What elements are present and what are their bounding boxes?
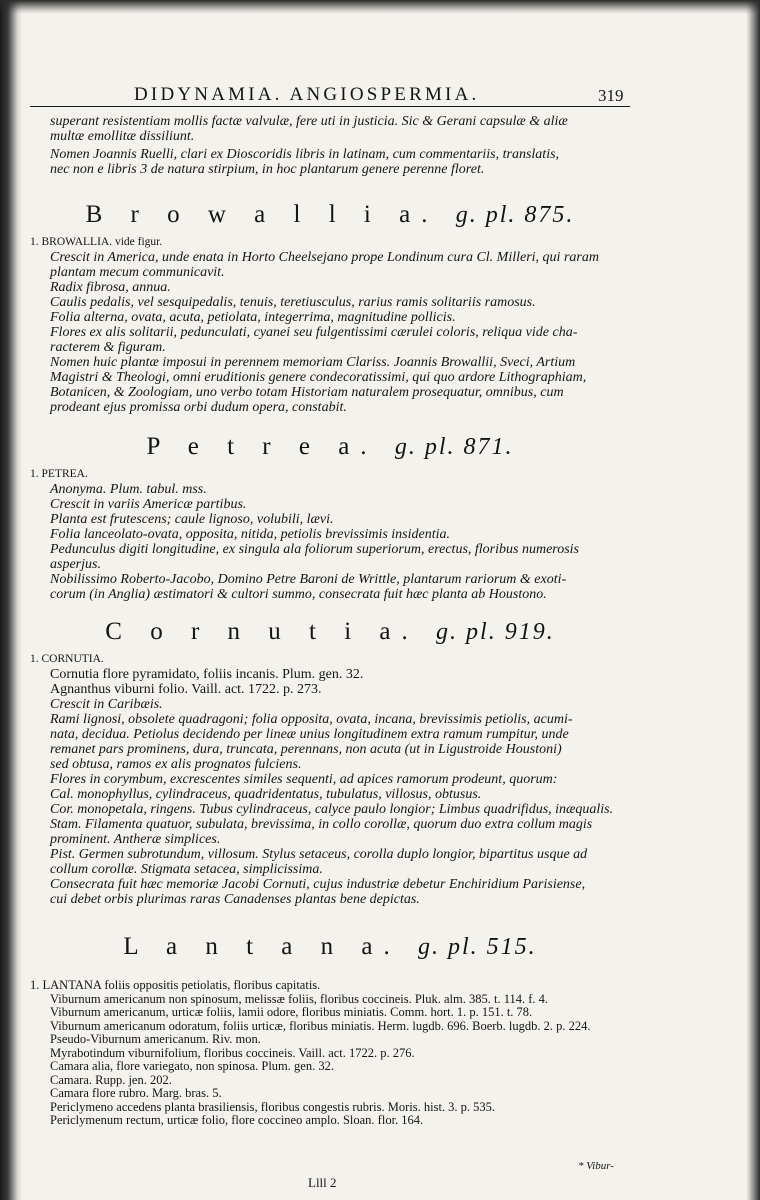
genus-reference: g. pl. 871.	[394, 434, 514, 460]
genus-name: P e t r e a.	[146, 433, 378, 460]
text-line: Nomen Joannis Ruelli, clari ex Dioscoridis libris in latinam, cum commentariis, translatis,	[50, 147, 560, 162]
text-line: asperjus.	[50, 557, 101, 572]
text-line: Cor. monopetala, ringens. Tubus cylindraceus, calyce paulo longior; Limbus quadrifidus, inæqualis.	[50, 802, 614, 817]
genus-reference: g. pl. 875.	[455, 202, 575, 228]
synonym-line: Periclymenum rectum, urticæ folio, flore coccineo amplo. Sloan. flor. 164.	[50, 1113, 424, 1127]
synonym-line: Viburnum americanum non spinosum, melissæ foliis, floribus coccineis. Pluk. alm. 385. t. 114. f. 4.	[50, 991, 549, 1006]
text-line: Stam. Filamenta quatuor, subulata, brevissima, in collo corollæ, quorum duo extra collum magis	[50, 817, 593, 832]
species-entry: 1. LANTANA foliis oppositis petiolatis, floribus capitatis.	[30, 978, 321, 992]
running-head: DIDYNAMIA. ANGIOSPERMIA.	[134, 84, 480, 105]
text-line: Rami lignosi, obsolete quadragoni; folia opposita, ovata, incana, brevissimis petiolis, acumi-	[50, 712, 573, 727]
text-line: superant resistentiam mollis factæ valvulæ, fere uti in justicia. Sic & Gerani capsulæ & aliæ	[50, 114, 568, 129]
text-line: Cal. monophyllus, cylindraceus, quadridentatus, tubulatus, villosus, obtusus.	[50, 787, 482, 802]
header-rule	[30, 106, 630, 107]
species-entry: 1. PETREA.	[30, 468, 88, 480]
genus-heading-cornutia	[30, 618, 630, 646]
text-line: Agnanthus viburni folio. Vaill. act. 1722. p. 273.	[50, 682, 322, 697]
text-line: Folia alterna, ovata, acuta, petiolata, integerrima, magnitudine pollicis.	[50, 310, 456, 325]
text-line: Crescit in Caribæis.	[50, 697, 163, 712]
synonym-line: Myrabotindum viburnifolium, floribus coccineis. Vaill. act. 1722. p. 276.	[50, 1045, 415, 1060]
synonym-line: Pseudo-Viburnum americanum. Riv. mon.	[50, 1032, 261, 1046]
text-line: corum (in Anglia) æstimatori & cultori summo, consecrata fuit hæc planta ab Houstono.	[50, 587, 547, 602]
text-line: cui debet orbis plurimas raras Canadenses plantas bene depictas.	[50, 892, 420, 907]
catchword: * Vibur-	[578, 1160, 614, 1172]
text-line: Flores ex alis solitarii, pedunculati, cyanei seu fulgentissimi cærulei coloris, reliqua vide cha-	[50, 325, 578, 340]
genus-reference: g. pl. 515.	[417, 934, 537, 960]
section-petrea	[30, 467, 630, 602]
text-line: Folia lanceolato-ovata, opposita, nitida, petiolis brevissimis insidentia.	[50, 527, 451, 542]
text-line: Flores in corymbum, excrescentes similes sequenti, ad apices ramorum prodeunt, quorum:	[50, 772, 558, 787]
text-line: Botanicen, & Zoologiam, uno verbo totam Historiam naturalem prosequatur, omnibus, cum	[50, 385, 564, 400]
text-line: Nomen huic plantæ imposui in perennem memoriam Clariss. Joannis Browallii, Sveci, Artium	[50, 355, 576, 370]
text-line: prominent. Antheræ simplices.	[50, 832, 221, 847]
text-line: Caulis pedalis, vel sesquipedalis, tenuis, teretiusculus, rarius ramis solitariis ramosus.	[50, 295, 536, 310]
text-line: multæ emollitæ dissiliunt.	[50, 129, 195, 144]
genus-name: B r o w a l l i a.	[85, 201, 439, 228]
text-line: Crescit in variis Americæ partibus.	[50, 497, 247, 512]
text-line: Planta est frutescens; caule lignoso, volubili, lævi.	[50, 512, 334, 527]
genus-heading-lantana	[30, 933, 630, 961]
section-cornutia	[30, 652, 630, 907]
genus-reference: g. pl. 919.	[436, 619, 555, 645]
text-line: Radix fibrosa, annua.	[50, 280, 171, 295]
section-browallia	[30, 235, 630, 415]
synonym-line: Viburnum americanum odoratum, foliis urticæ, floribus miniatis. Herm. lugdb. 696. Boerb. lugdb. 2. p. 224.	[50, 1018, 591, 1033]
text-line: collum corollæ. Stigmata setacea, simplicissima.	[50, 862, 323, 877]
species-entry: 1. BROWALLIA. vide figur.	[30, 236, 163, 248]
text-line: prodeant ejus promissa orbi dudum opera, constabit.	[50, 400, 347, 415]
genus-heading-petrea	[30, 433, 630, 461]
synonym-line: Camara. Rupp. jen. 202.	[50, 1072, 172, 1087]
text-line: plantam mecum communicavit.	[50, 265, 225, 280]
synonym-line: Camara flore rubro. Marg. bras. 5.	[50, 1086, 222, 1100]
genus-heading-browallia	[30, 201, 630, 229]
text-line: sed obtusa, ramos ex alis prognatos fulciens.	[50, 757, 302, 772]
text-line: Magistri & Theologi, omni eruditionis genere condecoratissimi, qui quo ardore Lithographiam,	[50, 370, 587, 385]
text-line: remanet pars prominens, dura, truncata, perennans, non acuta (ut in Ligustroide Houstoni)	[50, 742, 562, 757]
text-line: nec non e libris 3 de natura stirpium, in hoc plantarum genere perenne floret.	[50, 162, 485, 177]
text-line: Consecrata fuit hæc memoriæ Jacobi Cornuti, cujus industriæ debetur Enchiridium Parisiense,	[50, 877, 586, 892]
synonym-line: Periclymeno accedens planta brasiliensis, floribus congestis rubris. Moris. hist. 3. p. 535.	[50, 1099, 496, 1114]
gutter-shadow	[0, 0, 22, 1200]
signature-mark: Llll 2	[308, 1175, 337, 1190]
text-line: Pedunculus digiti longitudine, ex singula ala foliorum superiorum, erectus, floribus numerosis	[50, 542, 579, 557]
text-line: Crescit in America, unde enata in Horto Cheelsejano prope Londinum cura Cl. Milleri, qui raram	[50, 250, 599, 265]
text-line: Nobilissimo Roberto-Jacobo, Domino Petre Baroni de Writtle, plantarum rariorum & exoti-	[50, 572, 567, 587]
genus-name: C o r n u t i a.	[105, 618, 419, 645]
top-edge-shadow	[0, 0, 760, 14]
text-line: nata, decidua. Petiolus decidendo per lineæ unius longitudinem extra ramum rumpitur, unde	[50, 727, 569, 742]
section-lantana	[30, 979, 630, 1128]
synonym-line: Camara alia, flore variegato, non spinosa. Plum. gen. 32.	[50, 1059, 334, 1073]
synonym-line: Viburnum americanum, urticæ foliis, lamii odore, floribus miniatis. Comm. hort. 1. p. 151. t. 78.	[50, 1005, 533, 1019]
page-text	[30, 110, 630, 1128]
text-line: Anonyma. Plum. tabul. mss.	[50, 482, 207, 497]
text-line: racterem & figuram.	[50, 340, 166, 355]
page-number: 319	[598, 86, 624, 105]
intro-section	[30, 114, 630, 177]
right-edge-shadow	[746, 0, 760, 1200]
species-entry: 1. CORNUTIA.	[30, 653, 104, 665]
text-line: Pist. Germen subrotundum, villosum. Stylus setaceus, corolla duplo longior, bipartitus usque ad	[50, 847, 588, 862]
genus-name: L a n t a n a.	[123, 933, 401, 960]
text-line: Cornutia flore pyramidato, foliis incanis. Plum. gen. 32.	[50, 667, 364, 682]
